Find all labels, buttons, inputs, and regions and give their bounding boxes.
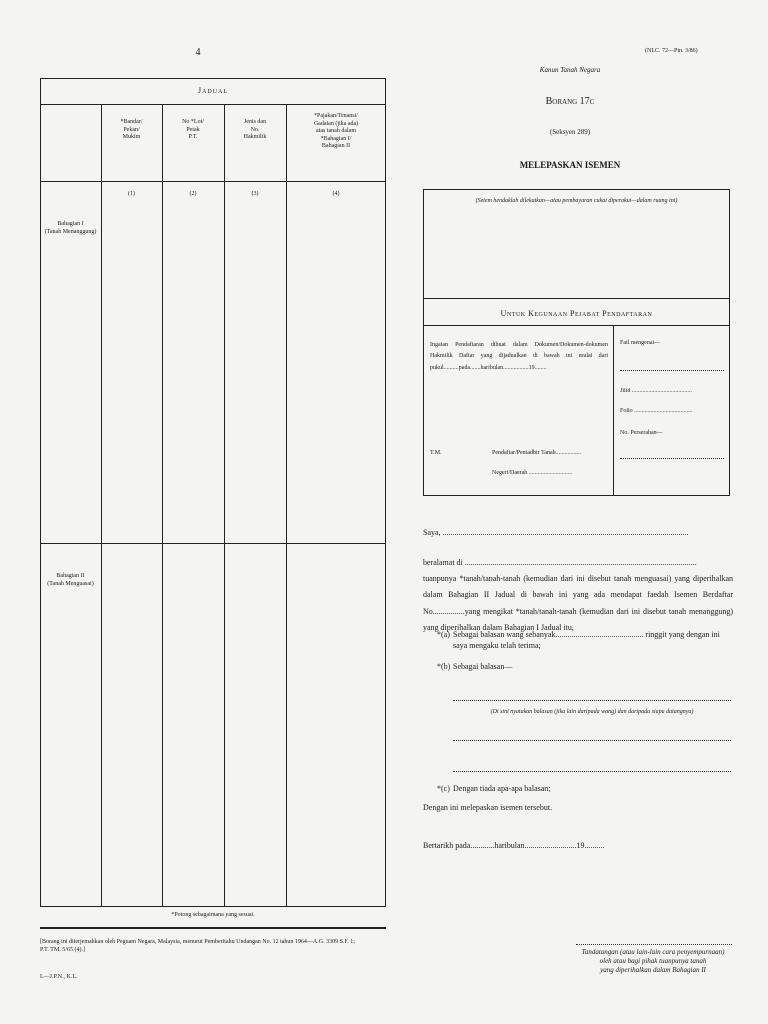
col-header-3: Jenis dan No. Hakmilik bbox=[243, 119, 267, 140]
option-b-label: *(b) bbox=[437, 662, 451, 671]
col-number-2: (2) bbox=[189, 191, 197, 197]
schedule-title: Jadual bbox=[197, 86, 229, 95]
page-number: 4 bbox=[195, 47, 201, 58]
option-c-label: *(c) bbox=[437, 784, 450, 793]
file-label: Fail mengenai— bbox=[620, 340, 661, 346]
law-title: Kanun Tanah Negara bbox=[539, 66, 601, 74]
form-name: Borang 17c bbox=[545, 96, 595, 107]
address-line: beralamat di .................................................................................................................... bbox=[423, 558, 697, 567]
presentation-label: No. Perserahan— bbox=[620, 430, 663, 436]
col-number-1: (1) bbox=[128, 191, 135, 197]
footer-note: [Borang ini diterjemahkan oleh Peguam Negara, Malaysia, menurut Pemberitahu Undangan No. 12 tahun 1964—A.G. 3309 S.F. 1; P.T. TM. 5/65 (4).] bbox=[40, 939, 355, 953]
release-text: Dengan ini melepaskan isemen tersebut. bbox=[423, 803, 553, 812]
col-number-4: (4) bbox=[332, 191, 340, 197]
registrar-line: Pendaftar/Pentadbir Tanah................. bbox=[492, 450, 582, 456]
col-number-3: (3) bbox=[251, 191, 259, 197]
stamp-note: (Setem hendaklah dilekatkan—atau pembayaran cukai diperakui—dalam ruang ini) bbox=[475, 198, 678, 204]
registry-text: Ingatan Pendaftaran dibuat dalam Dokumen/Dokumen-dokumen Hakmilik Daftar yang dijadualkan di bawah ini mulai dari pukul..........pada.......haribulan.................19........ bbox=[430, 342, 608, 371]
part1-label: Bahagian I (Tanah Menanggung) bbox=[44, 221, 97, 235]
option-b-note: (Di sini nyatakan balasan (jika lain daripada wang) dan daripada siapa datangnya) bbox=[490, 709, 694, 715]
option-a-label: *(a) bbox=[437, 630, 450, 639]
option-b-text: Sebagai balasan— bbox=[453, 662, 513, 671]
date-line: Bertarikh pada............haribulan..........................19.......... bbox=[423, 841, 605, 850]
schedule-table bbox=[40, 78, 386, 907]
saya-line: Saya, ........................................................................................................................... bbox=[423, 528, 689, 537]
printer-mark: L—J.P.N., K.L. bbox=[40, 974, 78, 980]
signature-block: Tandatangan (atau lain-lain cara penyempurnaan) oleh atau bagi pihak tuanpunya tanah yang diperihalkan dalam Bahagian II bbox=[581, 948, 725, 974]
col-header-4: *Pajakan/Tenansi/ Gadaian (jika ada) atas tanah dalam *Bahagian I/ Bahagian II bbox=[313, 113, 359, 149]
tm-label: T.M. bbox=[430, 450, 442, 456]
office-heading: Untuk Kegunaan Pejabat Pendaftaran bbox=[500, 309, 653, 318]
paragraph-1: tuanpunya *tanah/tanah-tanah (kemudian dari ini disebut tanah menguasai) yang diperihalkan dalam Bahagian II Jadual di bawah ini yang ada mendapat faedah Isemen Berdaftar No................yang mengikat *tanah/tanah-tanah (kemudian dari ini disebut tanah menanggung) yang diperihalkan dalam Bahagian I Jadual itu, bbox=[423, 574, 733, 633]
footnote: *Potong sebagaimana yang sesuai. bbox=[171, 912, 255, 918]
form-code: (NLC. 72—Pin. 3/86) bbox=[645, 48, 698, 54]
state-line: Negeri/Daerah ............................. bbox=[492, 470, 573, 476]
col-header-2: No *Lot/ Petak P.T. bbox=[182, 119, 204, 140]
jilid-line: Jilid ........................................ bbox=[620, 388, 692, 394]
option-a-text: Sebagai balasan wang sebanyak............................................ ringgit yang dengan ini saya mengaku telah terima; bbox=[453, 630, 720, 650]
folio-line: Folio ....................................... bbox=[620, 408, 693, 414]
option-c-text: Dengan tiada apa-apa balasan; bbox=[453, 784, 551, 793]
part2-label: Bahagian II (Tanah Menguasai) bbox=[47, 573, 94, 587]
section: (Seksyen 289) bbox=[549, 128, 591, 136]
col-header-1: *Bandar/ Pekan/ Mukim bbox=[120, 119, 143, 140]
heading: MELEPASKAN ISEMEN bbox=[519, 160, 621, 170]
